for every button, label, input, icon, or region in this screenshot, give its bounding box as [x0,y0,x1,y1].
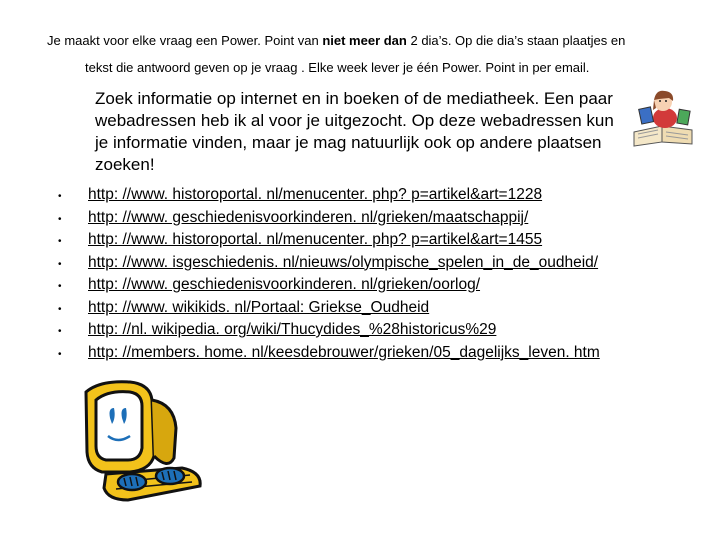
link-3[interactable]: http: //www. historoportal. nl/menucenter. php? p=artikel&art=1455 [88,231,543,248]
link-2[interactable]: http: //www. geschiedenisvoorkinderen. nl/grieken/maatschappij/ [88,208,529,226]
computer-monitor-icon [78,378,210,510]
bullet: • [58,281,62,292]
link-6[interactable]: http: //www. wikikids. nl/Portaal: Griekse_Oudheid [88,298,430,316]
link-1[interactable]: http: //www. historoportal. nl/menucenter. php? p=artikel&art=1228 [88,186,543,203]
link-8[interactable]: http: //members. home. nl/keesdebrouwer/grieken/05_dagelijks_leven. htm [88,343,600,361]
bullet: • [58,236,62,247]
reading-girl-icon [632,86,700,148]
list-item [58,186,600,209]
link-4[interactable]: http: //www. isgeschiedenis. nl/nieuws/olympische_spelen_in_de_oudheid/ [88,253,599,271]
list-item [58,209,600,232]
link-list [58,186,600,366]
list-item [58,344,600,367]
list-item [58,276,600,299]
intro-line-2: tekst die antwoord geven op je vraag . Elke week lever je één Power. Point in per email. [85,60,590,75]
bullet: • [58,326,62,337]
list-item [58,321,600,344]
bullet: • [58,303,62,315]
intro-text-1: Je maakt voor elke vraag een Power. Point van [47,33,323,48]
intro-line-1 [47,33,625,48]
list-item [58,299,600,322]
link-5[interactable]: http: //www. geschiedenisvoorkinderen. nl/grieken/oorlog/ [88,276,481,293]
list-item [58,231,600,254]
bullet: • [58,213,62,225]
intro-bold: niet meer dan [322,33,407,48]
bullet: • [58,191,62,202]
link-7[interactable]: http: //nl. wikipedia. org/wiki/Thucydides_%28historicus%29 [88,321,497,338]
list-item [58,254,600,277]
info-block: Zoek informatie op internet en in boeken of de mediatheek. Een paar webadressen heb ik al voor je uitgezocht. Op deze webadressen kun je informatie vinden, maar je mag natuurlijk ook op andere plaatsen zoeken! [95,89,614,174]
bullet: • [58,258,62,270]
intro-text-2: 2 dia’s. Op die dia’s staan plaatjes en [406,33,626,48]
bullet: • [58,348,62,360]
